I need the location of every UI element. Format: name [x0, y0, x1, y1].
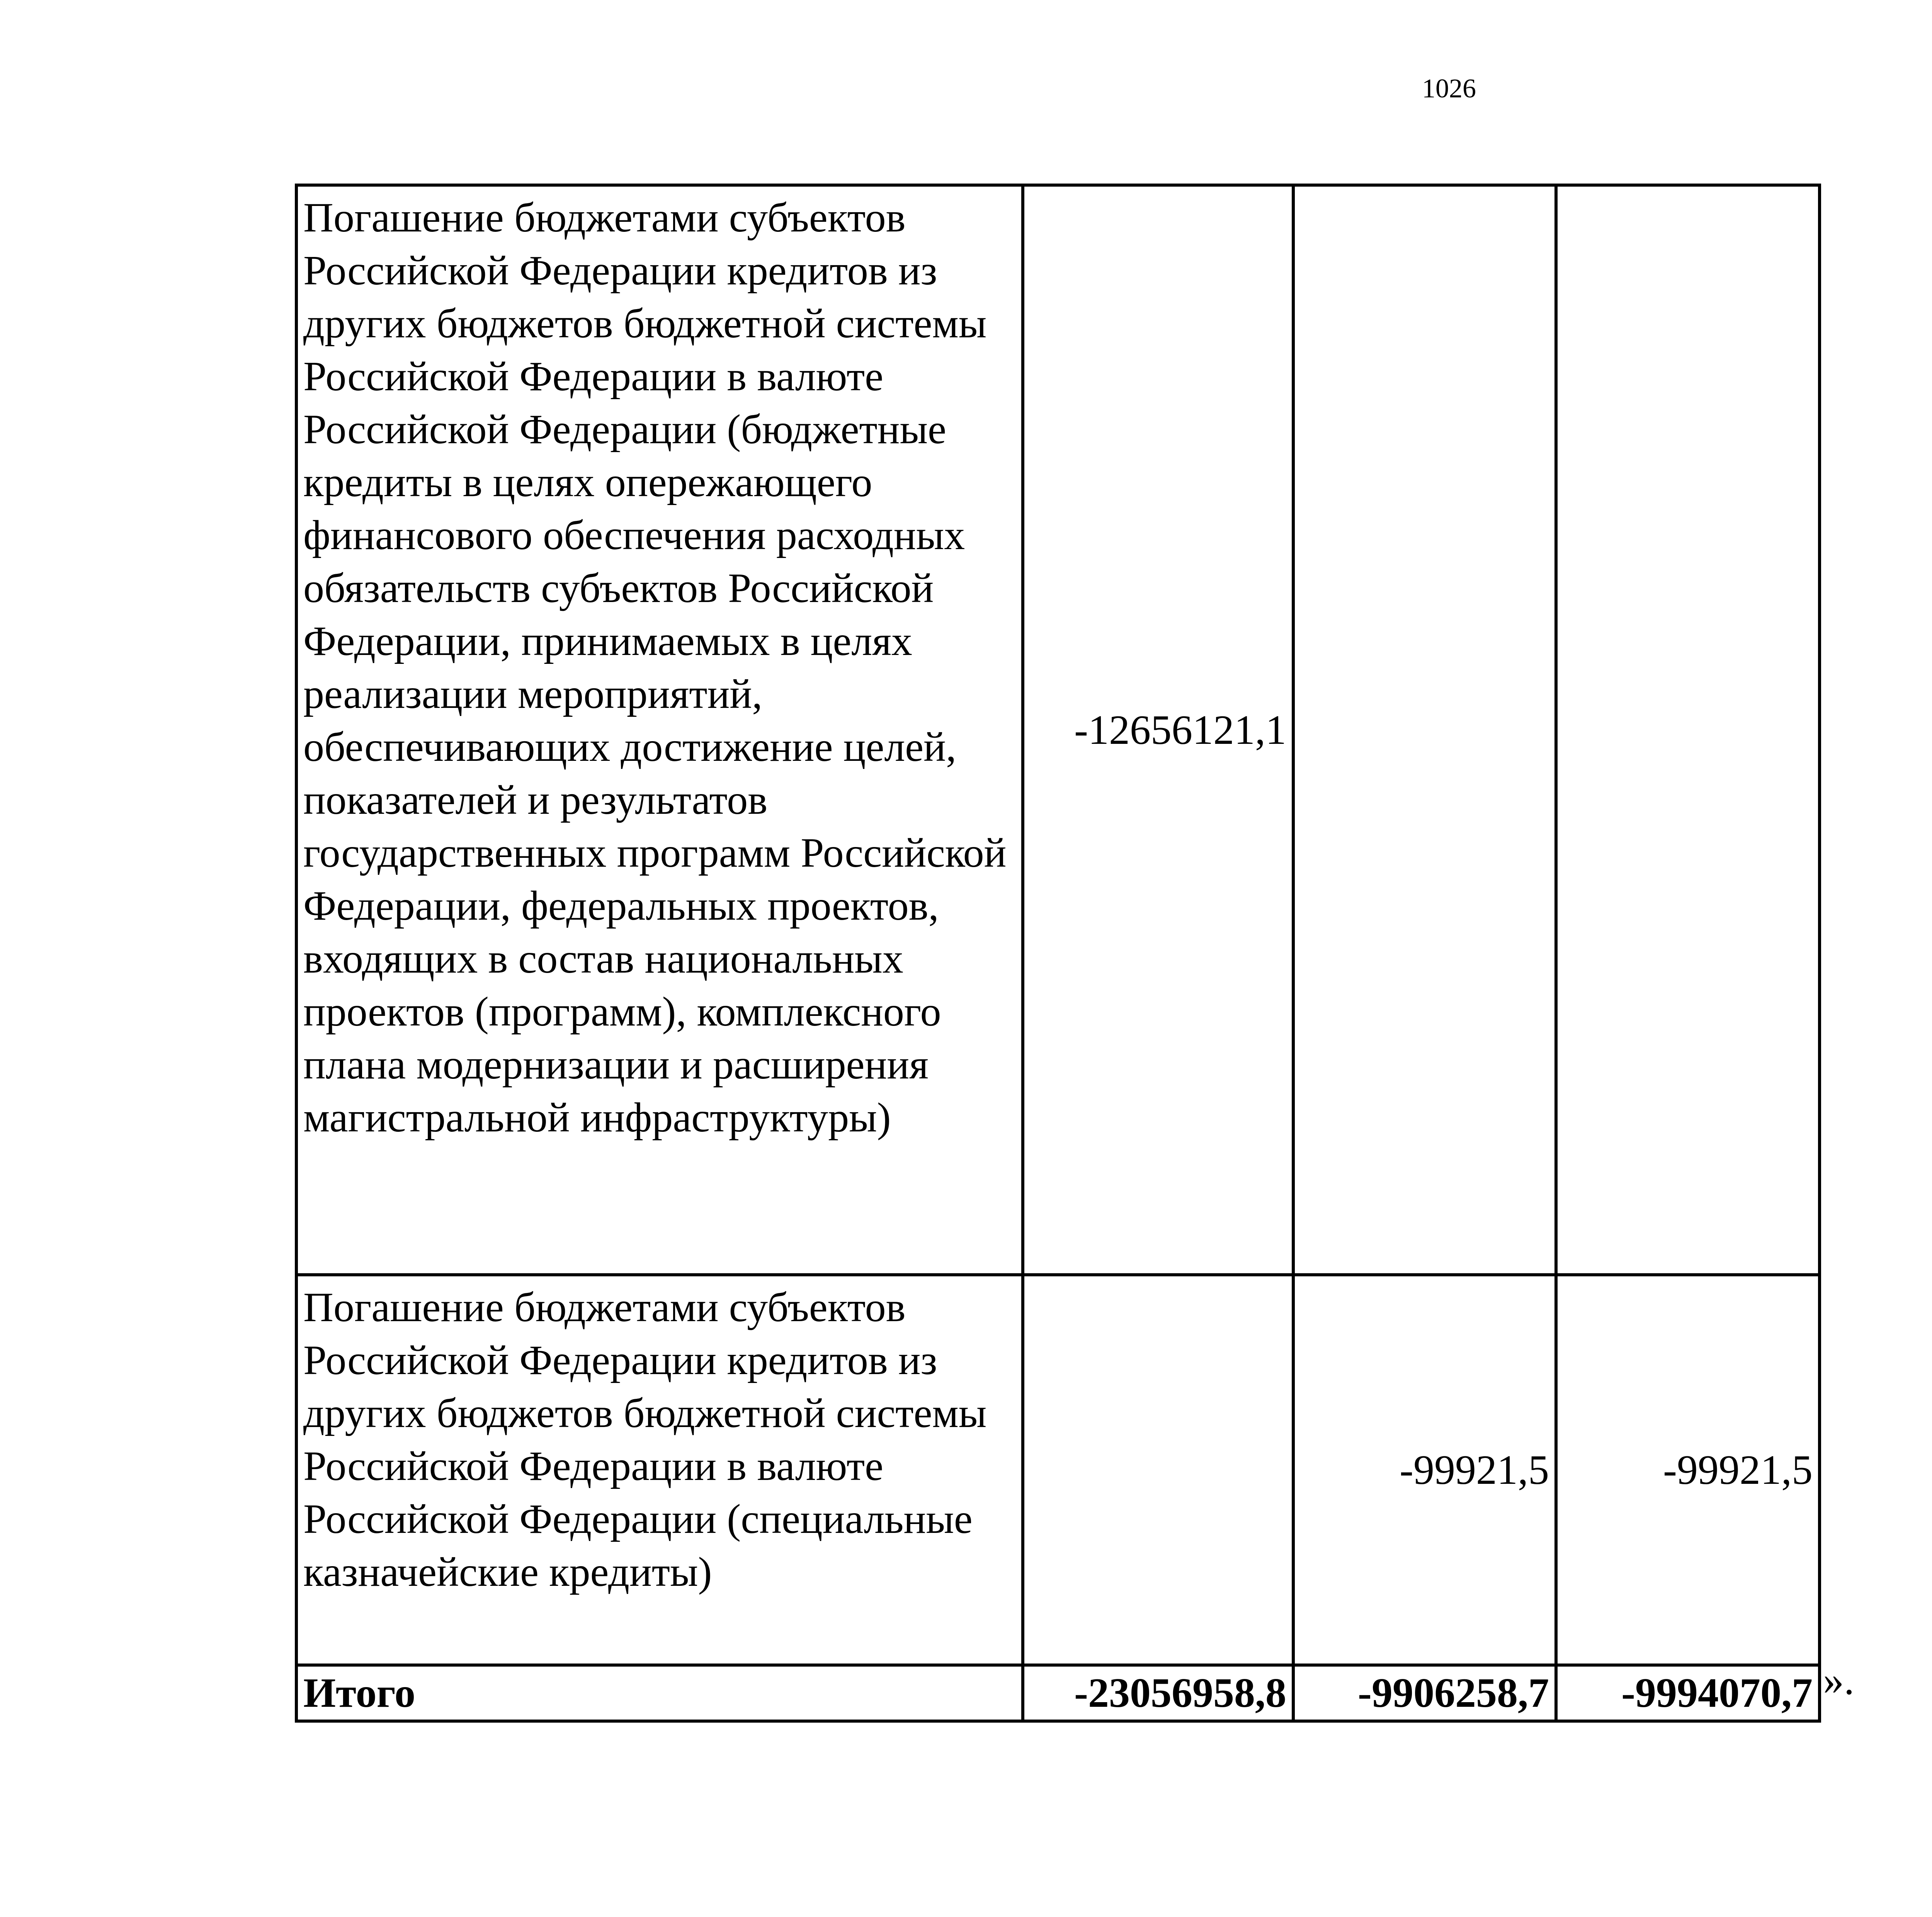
table-row	[296, 1275, 1820, 1665]
budget-table	[295, 184, 1821, 1723]
total-value-col2: -9906258,7	[1293, 1665, 1556, 1721]
total-value-col1: -23056958,8	[1023, 1665, 1293, 1721]
row-value-col3	[1556, 185, 1820, 1275]
row-value-col1	[1023, 1275, 1293, 1665]
total-label: Итого	[296, 1665, 1023, 1721]
total-value-col3: -9994070,7	[1556, 1665, 1820, 1721]
row-description: Погашение бюджетами субъектов Российской Федерации кредитов из других бюджетов бюджетной системы Российской Федерации в валюте Российской Федерации (специальные казначейские кредиты)	[296, 1275, 1023, 1665]
row-value-col2: -99921,5	[1293, 1275, 1556, 1665]
row-value-col1: -12656121,1	[1023, 185, 1293, 1275]
row-description: Погашение бюджетами субъектов Российской Федерации кредитов из других бюджетов бюджетной системы Российской Федерации в валюте Российской Федерации (бюджетные кредиты в целях опережающего финансового обеспечения расходных обязательств субъектов Российской Федерации, принимаемых в целях реализации мероприятий, обеспечивающих достижение целей, показателей и результатов государственных программ Российской Федерации, федеральных проектов, входящих в состав национальных проектов (программ), комплексного плана модернизации и расширения магистральной инфраструктуры)	[296, 185, 1023, 1275]
total-row	[296, 1665, 1820, 1721]
row-value-col2	[1293, 185, 1556, 1275]
page-number: 1026	[1422, 74, 1476, 104]
closing-quote-mark: ».	[1823, 1657, 1854, 1703]
table-row	[296, 185, 1820, 1275]
row-value-col3: -99921,5	[1556, 1275, 1820, 1665]
